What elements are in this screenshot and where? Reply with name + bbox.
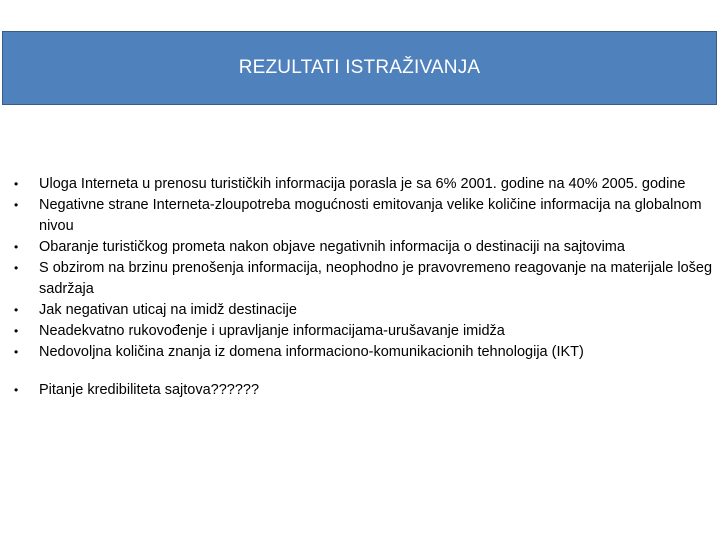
bullet-text: S obzirom na brzinu prenošenja informacija, neophodno je pravovremeno reagovanje na materijale lošeg sadržaja (39, 260, 713, 297)
bullet-item (14, 300, 714, 321)
bullet-icon: • (14, 303, 19, 317)
bullet-text: Jak negativan uticaj na imidž destinacije (39, 302, 297, 318)
bullet-item (14, 195, 714, 237)
bullet-text: Obaranje turističkog prometa nakon objave negativnih informacija o destinaciji na sajtovima (39, 239, 625, 255)
title-bar (2, 31, 717, 105)
bullet-item (14, 321, 714, 342)
bullet-item (14, 174, 714, 195)
bullet-icon: • (14, 383, 19, 397)
bullet-icon: • (14, 345, 19, 359)
slide-title: REZULTATI ISTRAŽIVANJA (238, 57, 481, 78)
bullet-item (14, 237, 714, 258)
bullet-list (14, 174, 714, 401)
bullet-icon: • (14, 261, 19, 275)
bullet-icon: • (14, 198, 19, 212)
bullet-text: Uloga Interneta u prenosu turističkih informacija porasla je sa 6% 2001. godine na 40% 2005. godine (39, 176, 686, 192)
bullet-text: Nedovoljna količina znanja iz domena informaciono-komunikacionih tehnologija (IKT) (39, 344, 584, 360)
bullet-item (14, 342, 714, 363)
bullet-text: Negativne strane Interneta-zloupotreba mogućnosti emitovanja velike količine informacija na globalnom nivou (39, 197, 702, 234)
bullet-icon: • (14, 324, 19, 338)
bullet-icon: • (14, 240, 19, 254)
bullet-item (14, 380, 714, 401)
bullet-item (14, 258, 714, 300)
bullet-text: Pitanje kredibiliteta sajtova?????? (39, 382, 260, 398)
bullet-icon: • (14, 177, 19, 191)
bullet-text: Neadekvatno rukovođenje i upravljanje informacijama-urušavanje imidža (39, 323, 505, 339)
